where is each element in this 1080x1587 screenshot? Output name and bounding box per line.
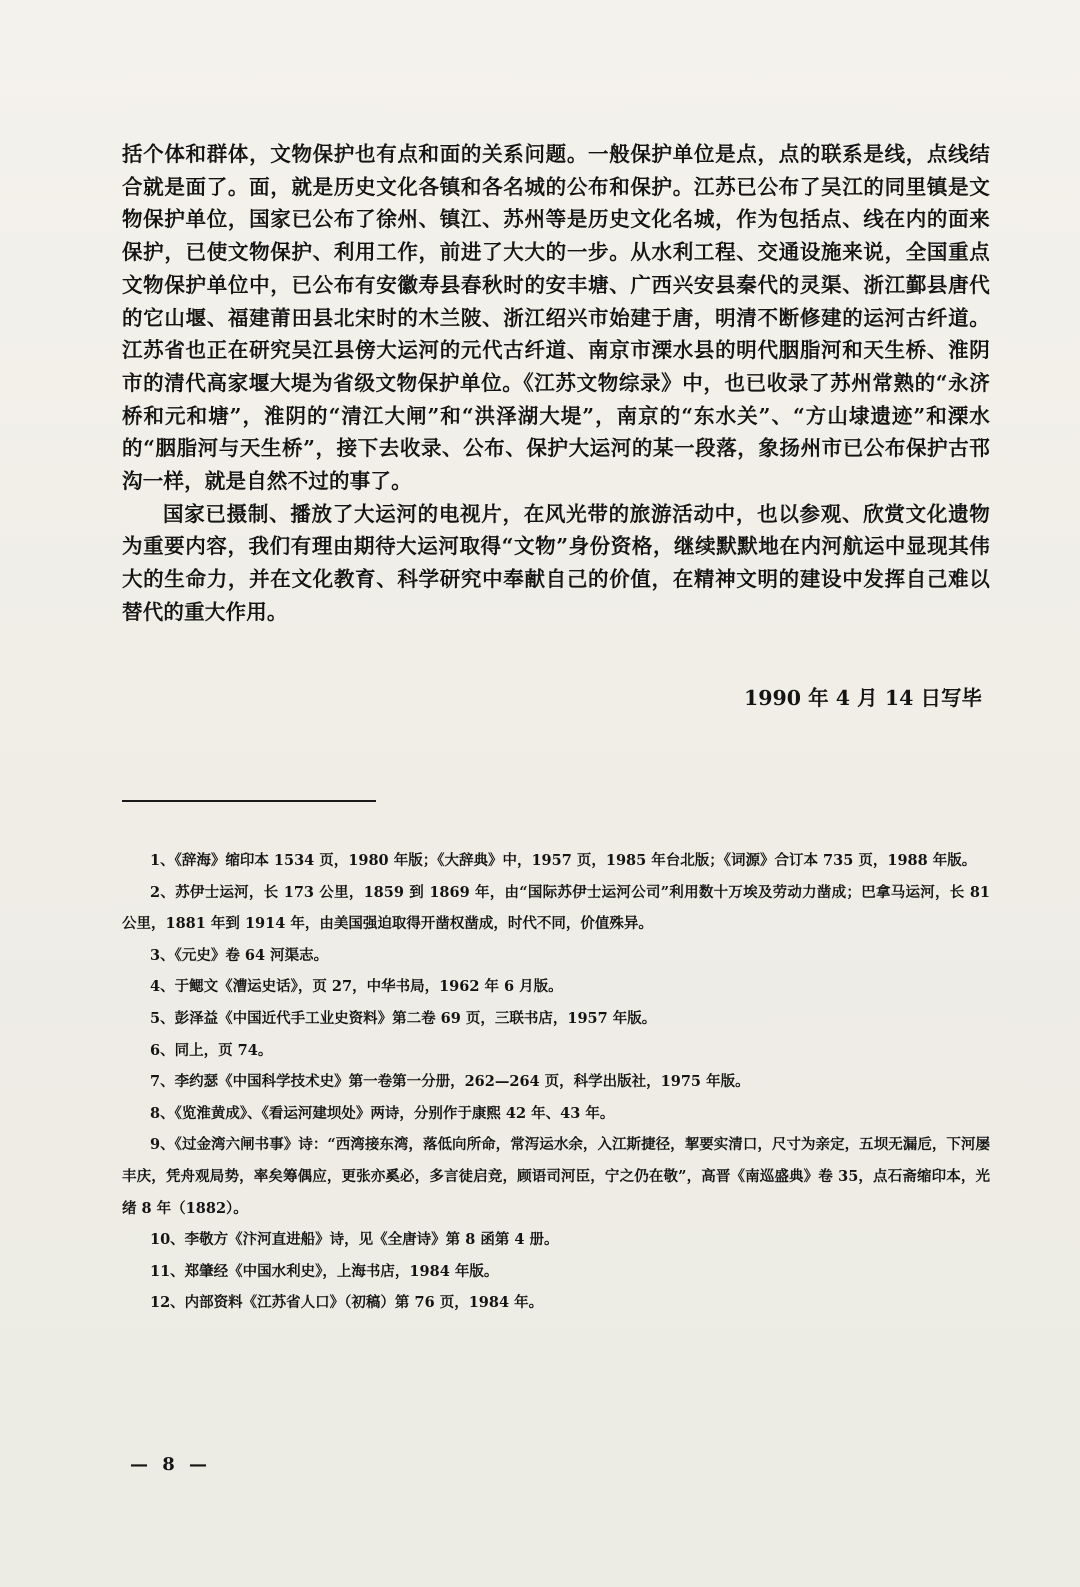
footnote-3: 3、《元史》卷 64 河渠志。	[150, 946, 329, 964]
footnote-8: 8、《览淮黄成》、《看运河建坝处》两诗，分别作于康熙 42 年、43 年。	[150, 1104, 615, 1122]
footnote-11: 11、郑肇经《中国水利史》，上海书店，1984 年版。	[150, 1262, 499, 1280]
footnote-9: 9、《过金湾六闸书事》诗：“西湾接东湾，落低向所命，常泻运水余，入江斯捷径，挈要实清口，尺寸为亲定，五坝无漏卮，下河屡丰庆，凭舟观局势，率矣筹偶应，更张亦奚必，多言徒启竞，顾语司河臣，宁之仍在敬”，高晋《南巡盛典》卷 35，点石斋缩印本，光绪 8 年（1882）。	[122, 1136, 990, 1217]
body-paragraph-2: 国家已摄制、播放了大运河的电视片，在风光带的旅游活动中，也以参观、欣赏文化遗物为重要内容，我们有理由期待大运河取得“文物”身份资格，继续默默地在内河航运中显现其伟大的生命力，并在文化教育、科学研究中奉献自己的价值，在精神文明的建设中发挥自己难以替代的重大作用。	[122, 501, 990, 624]
footnote-5: 5、彭泽益《中国近代手工业史资料》第二卷 69 页，三联书店，1957 年版。	[150, 1009, 657, 1027]
body-text	[122, 138, 990, 629]
page-number: — 8 —	[130, 1454, 212, 1475]
footnotes	[122, 845, 990, 1319]
footnote-10: 10、李敬方《汴河直进船》诗，见《全唐诗》第 8 函第 4 册。	[150, 1231, 559, 1249]
date-signature: 1990 年 4 月 14 日写毕	[743, 686, 982, 710]
footnote-2: 2、苏伊士运河，长 173 公里，1859 到 1869 年，由“国际苏伊士运河公司”利用数十万埃及劳动力凿成；巴拿马运河，长 81 公里，1881 年到 1914 年，由美国强迫取得开凿权凿成，时代不同，价值殊异。	[122, 883, 990, 933]
footnote-6: 6、同上，页 74。	[150, 1041, 273, 1059]
footnote-divider	[122, 800, 376, 802]
body-paragraph-1: 括个体和群体，文物保护也有点和面的关系问题。一般保护单位是点，点的联系是线，点线结合就是面了。面，就是历史文化各镇和各名城的公布和保护。江苏已公布了吴江的同里镇是文物保护单位，国家已公布了徐州、镇江、苏州等是历史文化名城，作为包括点、线在内的面来保护，已使文物保护、利用工作，前进了大大的一步。从水利工程、交通设施来说，全国重点文物保护单位中，已公布有安徽寿县春秋时的安丰塘、广西兴安县秦代的灵渠、浙江鄞县唐代的它山堰、福建莆田县北宋时的木兰陂、浙江绍兴市始建于唐，明清不断修建的运河古纤道。江苏省也正在研究吴江县傍大运河的元代古纤道、南京市溧水县的明代胭脂河和天生桥、淮阴市的清代高家堰大堤为省级文物保护单位。《江苏文物综录》中，也已收录了苏州常熟的“永济桥和元和塘”，淮阴的“清江大闸”和“洪泽湖大堤”，南京的“东水关”、“方山埭遗迹”和溧水的“胭脂河与天生桥”，接下去收录、公布、保护大运河的某一段落，象扬州市已公布保护古邗沟一样，就是自然不过的事了。	[122, 142, 990, 494]
footnote-4: 4、于鳃文《漕运史话》，页 27，中华书局，1962 年 6 月版。	[150, 978, 563, 996]
footnote-1: 1、《辞海》缩印本 1534 页，1980 年版；《大辞典》中，1957 页，1985 年台北版；《词源》合订本 735 页，1988 年版。	[150, 852, 977, 869]
footnote-12: 12、内部资料《江苏省人口》（初稿）第 76 页，1984 年。	[150, 1294, 544, 1312]
footnote-7: 7、李约瑟《中国科学技术史》第一卷第一分册，262—264 页，科学出版社，1975 年版。	[150, 1073, 750, 1091]
